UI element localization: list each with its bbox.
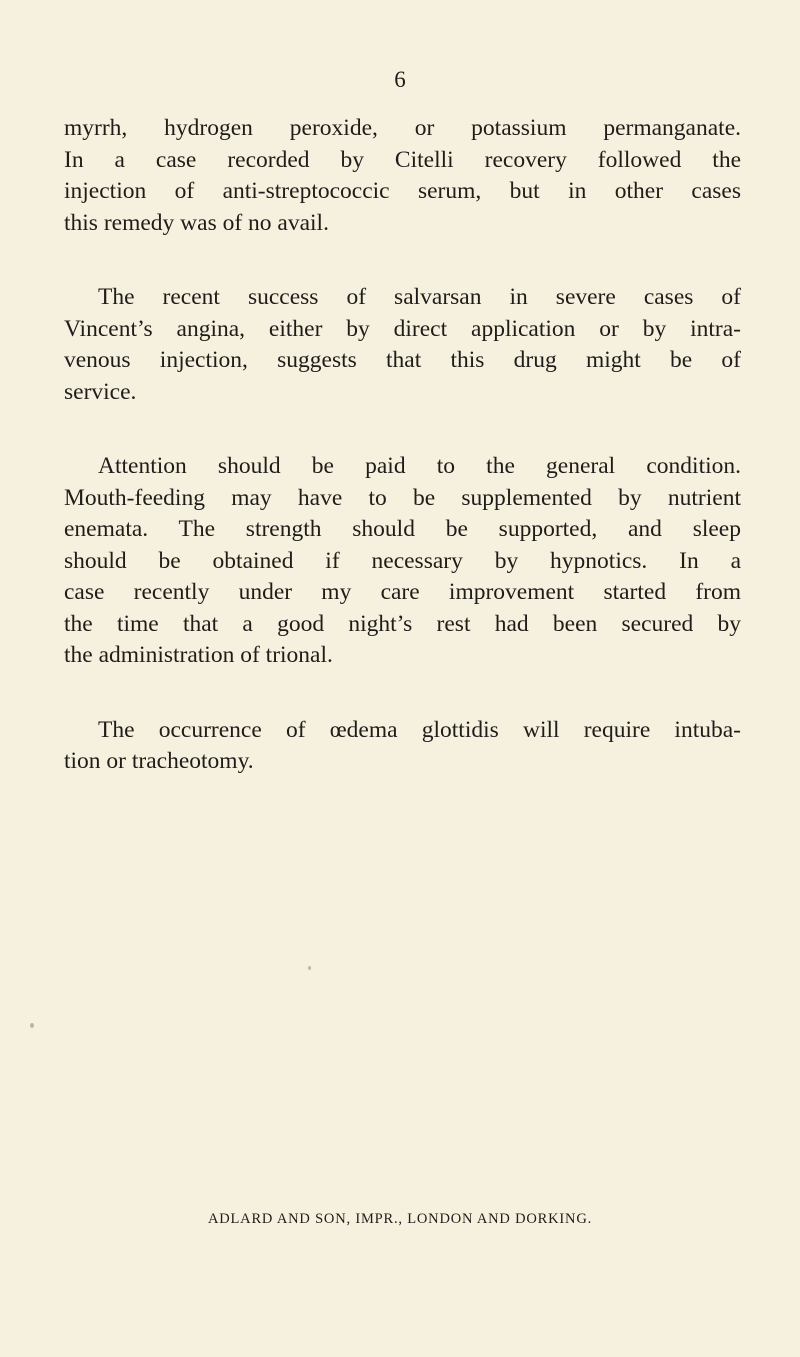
text-line: The recent success of salvarsan in severe cases of: [98, 284, 741, 310]
text-line: The occurrence of œdema glottidis will require intuba-: [98, 716, 741, 743]
text-line: enemata. The strength should be supported, and sleep: [64, 516, 741, 542]
text-line: venous injection, suggests that this drug might be of: [64, 347, 741, 373]
text-line: the time that a good night’s rest had been secured by: [64, 610, 741, 637]
paper-speck: [308, 966, 311, 970]
paragraph: [64, 715, 741, 778]
body-text: [64, 113, 741, 821]
text-line: Mouth-feeding may have to be supplemented by nutrient: [64, 484, 741, 511]
text-line: myrrh, hydrogen peroxide, or potassium permanganate.: [64, 115, 741, 141]
text-line: Attention should be paid to the general condition.: [98, 453, 741, 479]
text-line: injection of anti-streptococcic serum, but in other cases: [64, 178, 741, 204]
text-line: Vincent’s angina, either by direct application or by intra-: [64, 315, 741, 342]
paragraph: [64, 282, 741, 408]
text-line: service.: [64, 378, 137, 405]
text-line: this remedy was of no avail.: [64, 209, 329, 236]
text-line: should be obtained if necessary by hypnotics. In a: [64, 547, 741, 574]
text-line: In a case recorded by Citelli recovery followed the: [64, 146, 741, 173]
paragraph: [64, 113, 741, 239]
text-line: case recently under my care improvement started from: [64, 579, 741, 605]
printer-imprint: ADLARD AND SON, IMPR., LONDON AND DORKING.: [207, 1211, 593, 1227]
paper-speck: [30, 1023, 34, 1028]
text-line: tion or tracheotomy.: [64, 748, 254, 774]
text-line: the administration of trional.: [64, 642, 333, 668]
page-number: 6: [394, 67, 406, 92]
paragraph: [64, 451, 741, 672]
